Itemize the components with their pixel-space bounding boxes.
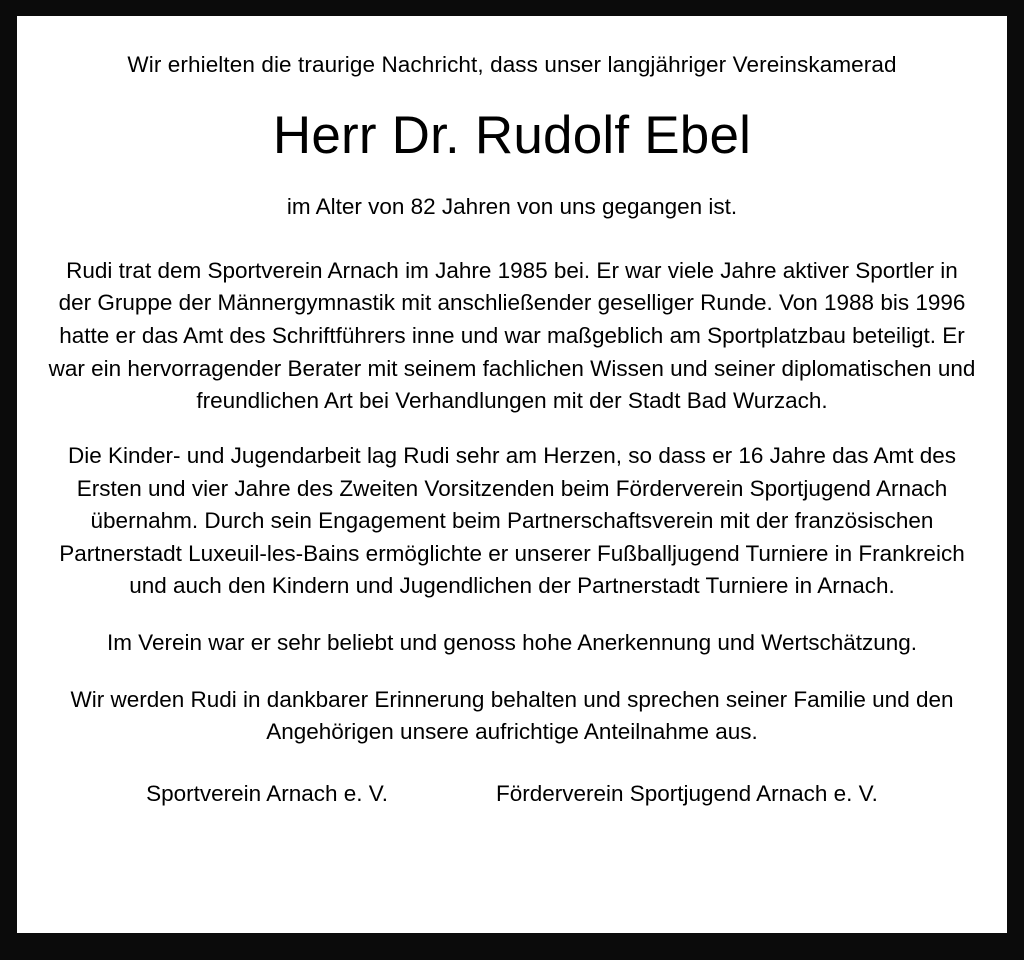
signature-sportverein: Sportverein Arnach e. V. — [146, 780, 388, 806]
tribute-paragraph-1: Rudi trat dem Sportverein Arnach im Jahre 1985 bei. Er war viele Jahre aktiver Sportler in der Gruppe der Männergymnastik mit anschließender geselliger Runde. Von 1988 bis 1996 hatte er das Amt des Schriftführers inne und war maßgeblich am Sportplatzbau beteiligt. Er war ein hervorragender Berater mit seinem fachlichen Wissen und seiner diplomatischen und freundlichen Art bei Verhandlungen mit der Stadt Bad Wurzach. — [48, 257, 976, 414]
obituary-card — [17, 16, 1007, 933]
tribute-paragraph-4: Wir werden Rudi in dankbarer Erinnerung behalten und sprechen seiner Familie und den Angehörigen unsere aufrichtige Anteilnahme aus. — [70, 686, 954, 745]
tribute-paragraph-2: Die Kinder- und Jugendarbeit lag Rudi sehr am Herzen, so dass er 16 Jahre das Amt des Ersten und vier Jahre des Zweiten Vorsitzenden beim Förderverein Sportjugend Arnach übernahm. Durch sein Engagement beim Partnerschaftsverein mit der französischen Partnerstadt Luxeuil-les-Bains ermöglichte er unserer Fußballjugend Turniere in Frankreich und auch den Kindern und Jugendlichen der Partnerstadt Turniere in Arnach. — [59, 442, 965, 599]
age-line: im Alter von 82 Jahren von uns gegangen ist. — [286, 193, 738, 219]
deceased-name: Herr Dr. Rudolf Ebel — [272, 106, 752, 166]
intro-line: Wir erhielten die traurige Nachricht, dass unser langjähriger Vereinskamerad — [127, 52, 897, 77]
tribute-paragraph-3: Im Verein war er sehr beliebt und genoss hohe Anerkennung und Wertschätzung. — [106, 630, 918, 655]
signature-foerderverein: Förderverein Sportjugend Arnach e. V. — [495, 780, 878, 806]
signature-row — [47, 779, 977, 808]
